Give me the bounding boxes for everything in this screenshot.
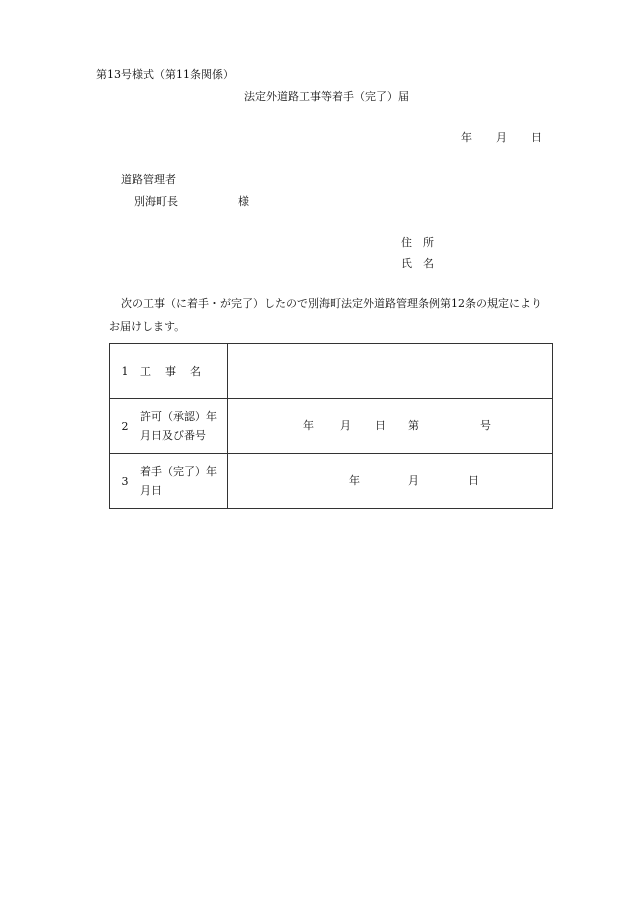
start-date-label-line2: 月日 — [140, 484, 162, 497]
date-year-label: 年 — [461, 131, 472, 144]
row-number: 2 — [121, 419, 129, 433]
name-label: 氏名 — [401, 257, 445, 270]
permit-go-label: 号 — [480, 419, 491, 432]
row-number: 3 — [121, 474, 129, 488]
start-date-label-cell — [110, 454, 228, 509]
document-title: 法定外道路工事等着手（完了）届 — [244, 90, 409, 103]
start-day-label: 日 — [468, 474, 479, 487]
permit-month-label: 月 — [340, 419, 351, 432]
address-label: 住所 — [401, 236, 445, 249]
permit-day-label: 日 — [375, 419, 386, 432]
date-day-label: 日 — [531, 131, 542, 144]
permit-year-label: 年 — [303, 419, 314, 432]
start-date-field[interactable] — [228, 454, 553, 509]
start-date-label-line1: 着手（完了）年 — [140, 465, 217, 478]
permit-dai-label: 第 — [408, 419, 419, 432]
row-number: 1 — [121, 364, 129, 378]
permit-label — [140, 407, 227, 445]
work-name-label-cell — [110, 344, 228, 399]
honorific: 様 — [238, 195, 249, 208]
form-number: 第13号様式（第11条関係） — [96, 68, 234, 81]
date-month-label: 月 — [496, 131, 507, 144]
permit-label-cell — [110, 399, 228, 454]
permit-label-line1: 許可（承認）年 — [140, 410, 217, 423]
work-name-label: 工事名 — [140, 364, 215, 378]
body-text-line2: お届けします。 — [109, 320, 186, 333]
table-row-permit — [110, 399, 553, 454]
body-text-line1: 次の工事（に着手・が完了）したので別海町法定外道路管理条例第12条の規定により — [121, 297, 542, 310]
work-name-field[interactable] — [228, 344, 553, 399]
form-table — [109, 343, 553, 509]
start-month-label: 月 — [408, 474, 419, 487]
start-year-label: 年 — [349, 474, 360, 487]
addressee: 道路管理者 — [121, 173, 176, 186]
mayor-title: 別海町長 — [134, 195, 178, 208]
permit-field[interactable] — [228, 399, 553, 454]
table-row-work-name — [110, 344, 553, 399]
table-row-start-date — [110, 454, 553, 509]
permit-label-line2: 月日及び番号 — [140, 429, 206, 442]
start-date-label — [140, 462, 227, 500]
